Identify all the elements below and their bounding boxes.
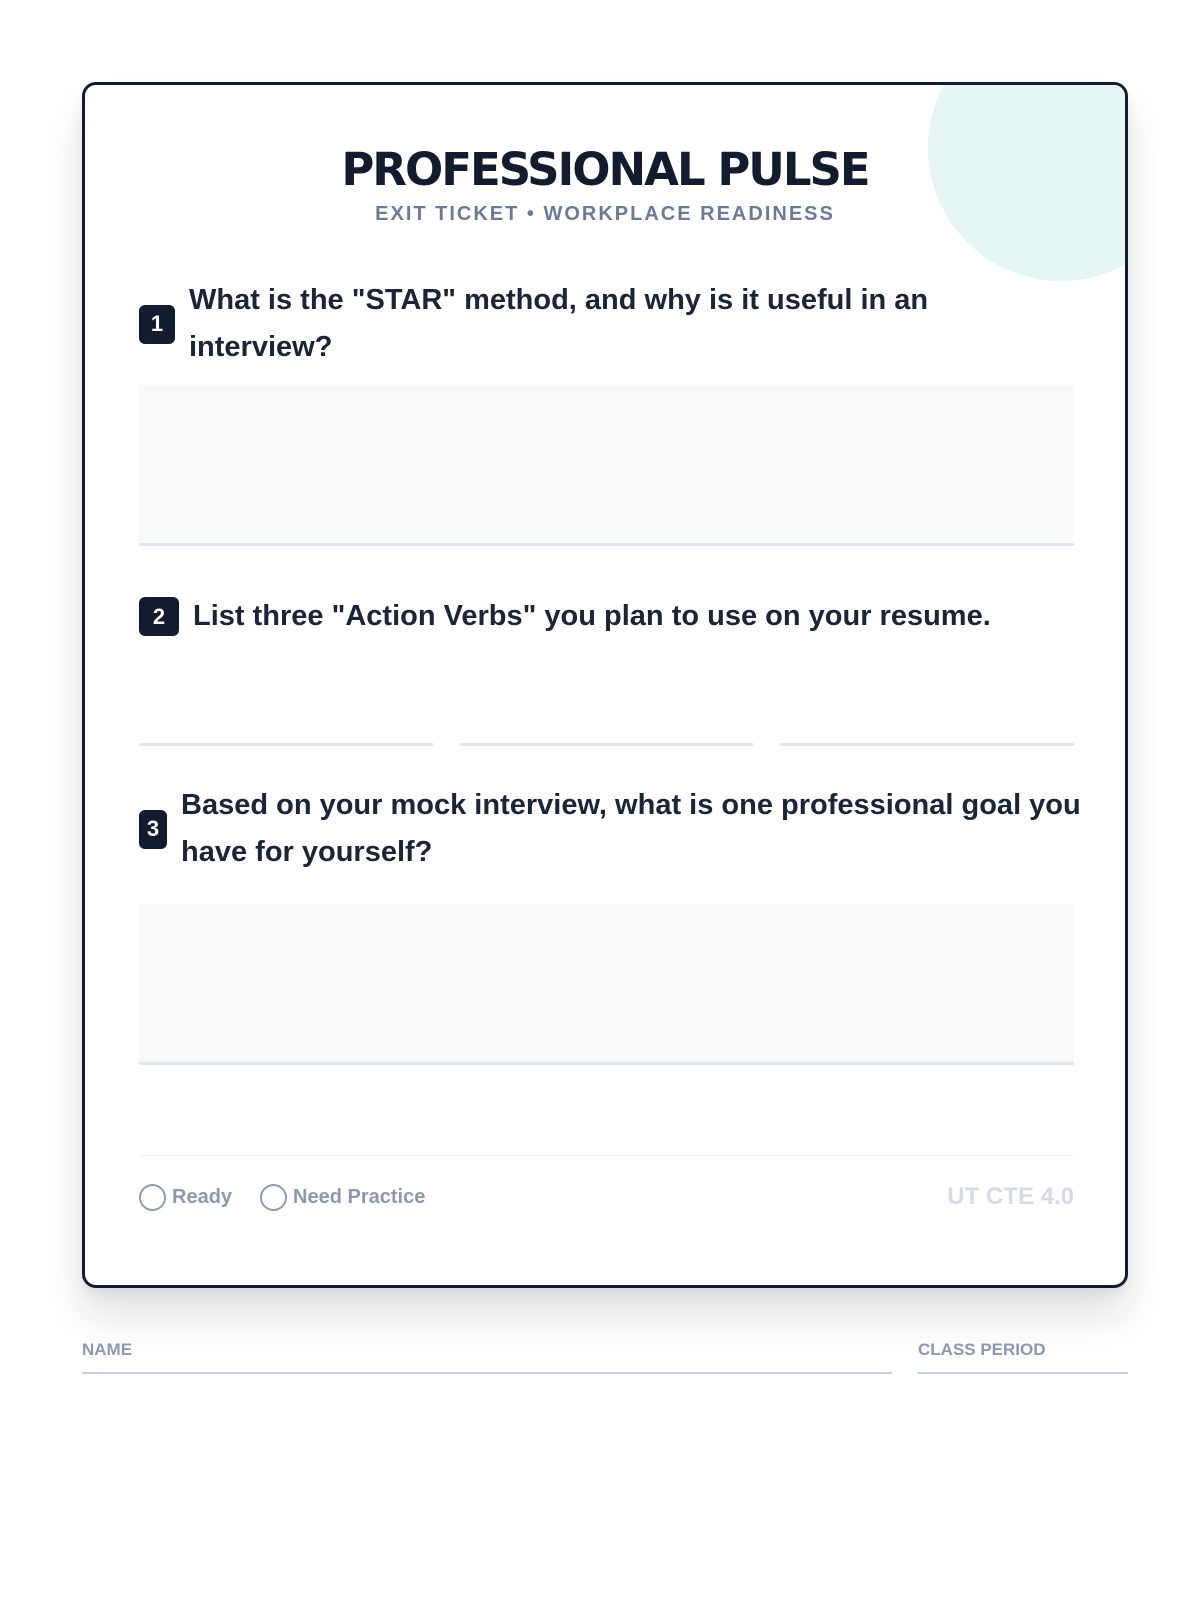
ready-radio[interactable]: [139, 1184, 166, 1211]
question-number-badge: 3: [139, 810, 167, 849]
exit-ticket-card: [82, 82, 1128, 1288]
class-period-field[interactable]: [918, 1335, 1128, 1374]
question-text: What is the "STAR" method, and why is it useful in an interview?: [189, 284, 929, 363]
action-verb-line-2[interactable]: [460, 743, 753, 746]
answer-box-1[interactable]: [139, 385, 1074, 546]
question-number-badge: 2: [139, 597, 179, 636]
question-text: List three "Action Verbs" you plan to use on your resume.: [193, 600, 991, 632]
name-label: NAME: [82, 1340, 133, 1359]
question-3: [139, 782, 1099, 876]
class-period-label: CLASS PERIOD: [918, 1340, 1046, 1359]
question-1: [139, 277, 1039, 371]
page-title: PROFESSIONAL PULSE: [341, 143, 869, 196]
version-label: UT CTE 4.0: [947, 1183, 1074, 1210]
name-field[interactable]: [82, 1335, 892, 1374]
need-practice-label: Need Practice: [293, 1185, 426, 1208]
ready-label: Ready: [172, 1185, 233, 1208]
question-number-badge: 1: [139, 305, 175, 344]
action-verb-line-3[interactable]: [780, 743, 1074, 746]
action-verb-line-1[interactable]: [139, 743, 433, 746]
page-subtitle: EXIT TICKET • WORKPLACE READINESS: [375, 203, 835, 225]
question-text: Based on your mock interview, what is one professional goal you have for yourself?: [181, 789, 1081, 868]
need-practice-radio[interactable]: [260, 1184, 287, 1211]
question-2: [139, 593, 1074, 640]
footer-divider: [139, 1155, 1074, 1156]
answer-box-3[interactable]: [139, 904, 1074, 1065]
self-assessment-row: [139, 1183, 1074, 1211]
